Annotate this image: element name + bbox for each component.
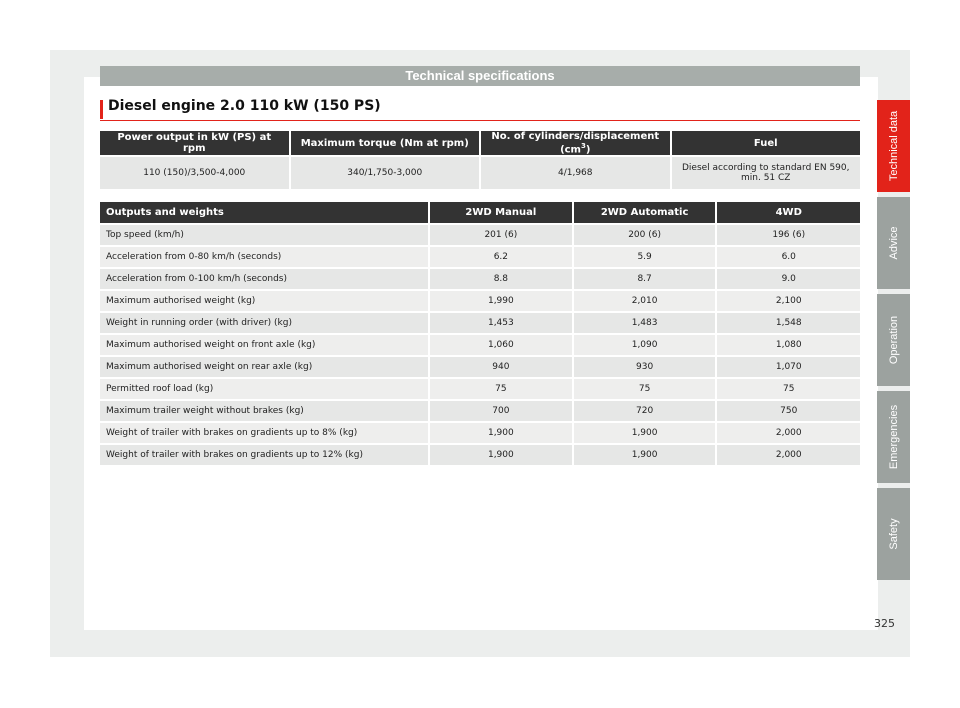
- tab-emergencies[interactable]: [877, 391, 910, 483]
- table-row: [100, 401, 860, 421]
- table-cell: 340/1,750-3,000: [291, 157, 480, 189]
- table-cell: 8.8: [430, 269, 572, 289]
- table-cell: 1,080: [717, 335, 860, 355]
- table-cell: 75: [717, 379, 860, 399]
- tab-label: Technical data: [887, 110, 900, 182]
- superscript: 3: [580, 142, 586, 150]
- table-cell: Weight in running order (with driver) (kg): [100, 313, 428, 333]
- table-cell: Weight of trailer with brakes on gradients up to 8% (kg): [100, 423, 428, 443]
- tab-advice[interactable]: [877, 197, 910, 289]
- table-cell: 720: [574, 401, 716, 421]
- table-cell: 1,990: [430, 291, 572, 311]
- tab-technical-data[interactable]: [877, 100, 910, 192]
- table-cell: 8.7: [574, 269, 716, 289]
- table-row: [100, 423, 860, 443]
- heading-accent: [100, 100, 103, 119]
- table-cell: 75: [574, 379, 716, 399]
- table-cell: Acceleration from 0-80 km/h (seconds): [100, 247, 428, 267]
- table-cell: 1,900: [574, 445, 716, 465]
- table-row: [100, 335, 860, 355]
- table-cell: Diesel according to standard EN 590, min. 51 CZ: [672, 157, 861, 189]
- table-cell: 1,900: [430, 445, 572, 465]
- table-cell: 1,453: [430, 313, 572, 333]
- table-cell: 2,100: [717, 291, 860, 311]
- table-cell: 2,010: [574, 291, 716, 311]
- table-cell: 5.9: [574, 247, 716, 267]
- tab-label: Advice: [887, 226, 900, 260]
- table-cell: Maximum authorised weight on front axle (kg): [100, 335, 428, 355]
- engine-table: [98, 129, 862, 191]
- table-row: [100, 247, 860, 267]
- table-row: [100, 379, 860, 399]
- table-cell: Maximum authorised weight on rear axle (kg): [100, 357, 428, 377]
- table-cell: 9.0: [717, 269, 860, 289]
- tab-label: Safety: [887, 518, 900, 550]
- table-cell: 110 (150)/3,500-4,000: [100, 157, 289, 189]
- column-header-text: No. of cylinders/displacement (cm: [491, 131, 660, 156]
- column-header: Power output in kW (PS) at rpm: [100, 131, 289, 155]
- table-cell: Top speed (km/h): [100, 225, 428, 245]
- table-cell: 201 (6): [430, 225, 572, 245]
- table-header-row: [100, 202, 860, 223]
- page-title: Diesel engine 2.0 110 kW (150 PS): [108, 98, 381, 114]
- weights-table-body: [100, 225, 860, 465]
- table-header-row: [100, 131, 860, 155]
- column-header: 4WD: [717, 202, 860, 223]
- table-cell: 75: [430, 379, 572, 399]
- column-header: Fuel: [672, 131, 861, 155]
- table-cell: 1,548: [717, 313, 860, 333]
- table-cell: 196 (6): [717, 225, 860, 245]
- column-header: [481, 131, 670, 155]
- table-cell: Permitted roof load (kg): [100, 379, 428, 399]
- table-cell: 750: [717, 401, 860, 421]
- table-cell: 930: [574, 357, 716, 377]
- table-cell: Maximum trailer weight without brakes (kg): [100, 401, 428, 421]
- table-cell: 1,090: [574, 335, 716, 355]
- table-row: [100, 291, 860, 311]
- column-header-close: ): [585, 144, 591, 156]
- table-cell: 700: [430, 401, 572, 421]
- table-row: [100, 445, 860, 465]
- table-row: [100, 269, 860, 289]
- table-cell: Maximum authorised weight (kg): [100, 291, 428, 311]
- tab-label: Operation: [887, 315, 900, 365]
- table-cell: 200 (6): [574, 225, 716, 245]
- heading-divider: [100, 120, 860, 121]
- table-cell: Acceleration from 0-100 km/h (seconds): [100, 269, 428, 289]
- tab-label: Emergencies: [887, 404, 900, 470]
- page-number: 325: [874, 617, 895, 630]
- column-header: 2WD Manual: [430, 202, 572, 223]
- column-header: Outputs and weights: [100, 202, 428, 223]
- table-cell: 1,900: [574, 423, 716, 443]
- table-cell: 2,000: [717, 423, 860, 443]
- table-row: [100, 157, 860, 189]
- section-title: Technical specifications: [100, 66, 860, 86]
- table-cell: 2,000: [717, 445, 860, 465]
- table-cell: 6.2: [430, 247, 572, 267]
- column-header: 2WD Automatic: [574, 202, 716, 223]
- table-cell: 6.0: [717, 247, 860, 267]
- table-cell: 940: [430, 357, 572, 377]
- table-cell: Weight of trailer with brakes on gradients up to 12% (kg): [100, 445, 428, 465]
- table-cell: 1,060: [430, 335, 572, 355]
- table-cell: 1,900: [430, 423, 572, 443]
- tab-operation[interactable]: [877, 294, 910, 386]
- column-header: Maximum torque (Nm at rpm): [291, 131, 480, 155]
- table-row: [100, 313, 860, 333]
- tab-safety[interactable]: [877, 488, 910, 580]
- weights-table: [98, 200, 862, 467]
- table-cell: 1,070: [717, 357, 860, 377]
- table-row: [100, 357, 860, 377]
- table-cell: 1,483: [574, 313, 716, 333]
- table-row: [100, 225, 860, 245]
- table-cell: 4/1,968: [481, 157, 670, 189]
